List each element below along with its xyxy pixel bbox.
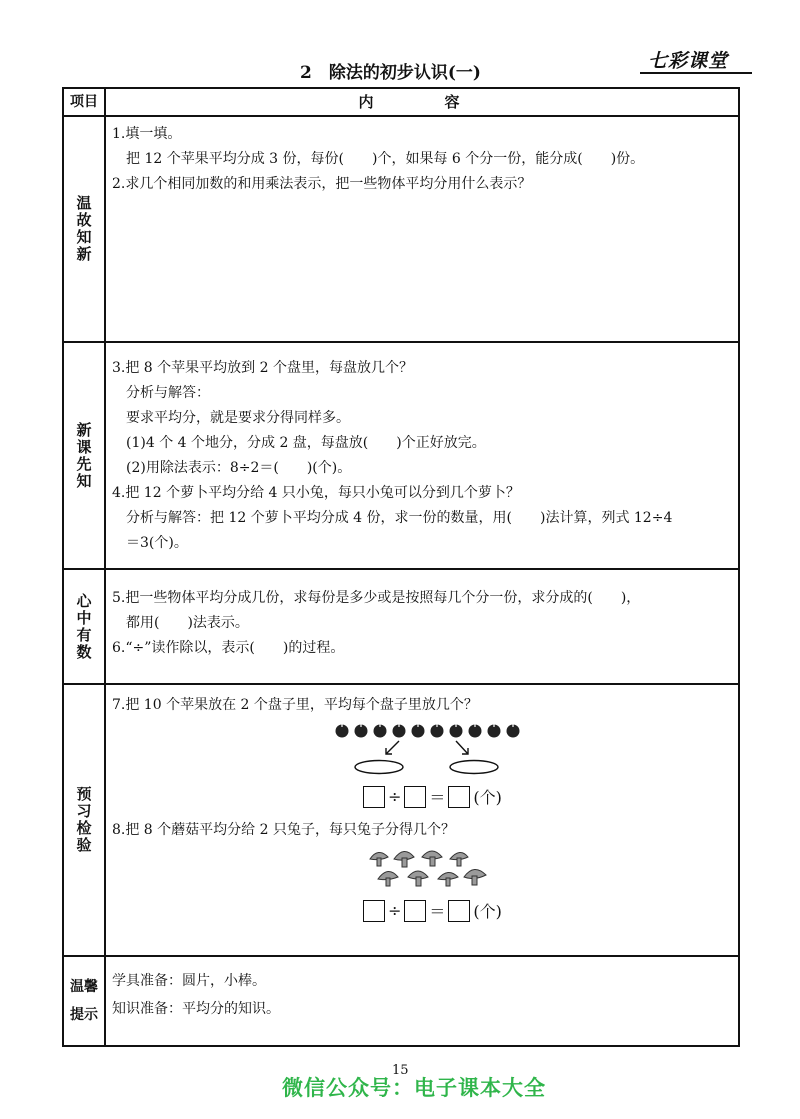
lesson-table	[62, 87, 740, 1047]
watermark: 微信公众号：电子课本大全	[282, 1076, 546, 1100]
division-equation-1: ÷ ＝ (个)	[360, 785, 502, 808]
section-label: 心中有数	[64, 570, 106, 683]
section-preview	[64, 343, 738, 570]
answer-box[interactable]	[363, 786, 385, 808]
section-content	[108, 957, 738, 1045]
brand-logo: 七彩课堂	[648, 50, 729, 72]
question-line: 分析与解答：	[126, 385, 210, 401]
question-line: 把 12 个苹果平均分成 3 份，每份( )个，如果每 6 个分一份，能分成( )份。	[126, 151, 645, 167]
page-header	[0, 50, 800, 84]
question-line: 5.把一些物体平均分成几份，求每份是多少或是按照每几个分一份，求分成的( )，	[112, 590, 641, 606]
section-review	[64, 117, 738, 343]
apples-plates-figure	[334, 721, 534, 777]
question-line: ＝3(个)。	[126, 535, 188, 551]
apple-row	[336, 725, 520, 738]
section-content	[108, 343, 738, 568]
section-label: 温故知新	[64, 117, 106, 341]
answer-box[interactable]	[448, 786, 470, 808]
question-line: 4.把 12 个萝卜平均分给 4 只小兔，每只小兔可以分到几个萝卜？	[112, 485, 520, 501]
question-line: 要求平均分，就是要求分得同样多。	[126, 410, 350, 426]
question-line: (1)4 个 4 个地分，分成 2 盘，每盘放( )个正好放完。	[126, 435, 486, 451]
section-content	[108, 685, 738, 955]
section-check	[64, 685, 738, 957]
section-label: 新课先知	[64, 343, 106, 568]
question-line: 3.把 8 个苹果平均放到 2 个盘里，每盘放几个？	[112, 360, 413, 376]
question-line: (2)用除法表示：8÷2＝( )(个)。	[126, 460, 352, 476]
division-equation-2: ÷ ＝ (个)	[360, 899, 502, 922]
section-summary	[64, 570, 738, 685]
tip-line: 学具准备：圆片，小棒。	[112, 973, 266, 989]
question-line: 8.把 8 个蘑菇平均分给 2 只兔子，每只兔子分得几个？	[112, 822, 455, 838]
table-header-row	[64, 89, 738, 117]
page-number: 15	[392, 1063, 409, 1078]
tip-line: 知识准备：平均分的知识。	[112, 1001, 280, 1017]
section-content	[108, 570, 738, 683]
page-title: 2 除法的初步认识(一)	[300, 63, 481, 83]
answer-box[interactable]	[363, 900, 385, 922]
question-line: 2.求几个相同加数的和用乘法表示，把一些物体平均分用什么表示？	[112, 176, 532, 192]
section-label: 温馨 提示	[64, 957, 106, 1045]
answer-box[interactable]	[404, 786, 426, 808]
column-header-content: 内 容	[358, 93, 488, 111]
question-line: 7.把 10 个苹果放在 2 个盘子里，平均每个盘子里放几个？	[112, 697, 478, 713]
question-line: 6.“÷”读作除以，表示( )的过程。	[112, 640, 345, 656]
brand-underline	[640, 72, 752, 74]
section-content	[108, 117, 738, 341]
answer-box[interactable]	[448, 900, 470, 922]
mushrooms-figure	[364, 845, 494, 889]
section-label: 预习检验	[64, 685, 106, 955]
question-line: 1.填一填。	[112, 126, 182, 142]
question-line: 分析与解答：把 12 个萝卜平均分成 4 份，求一份的数量，用( )法计算，列式 12÷4	[126, 510, 673, 526]
answer-box[interactable]	[404, 900, 426, 922]
column-header-item: 项目	[64, 89, 106, 115]
section-tips	[64, 957, 738, 1045]
question-line: 都用( )法表示。	[126, 615, 249, 631]
